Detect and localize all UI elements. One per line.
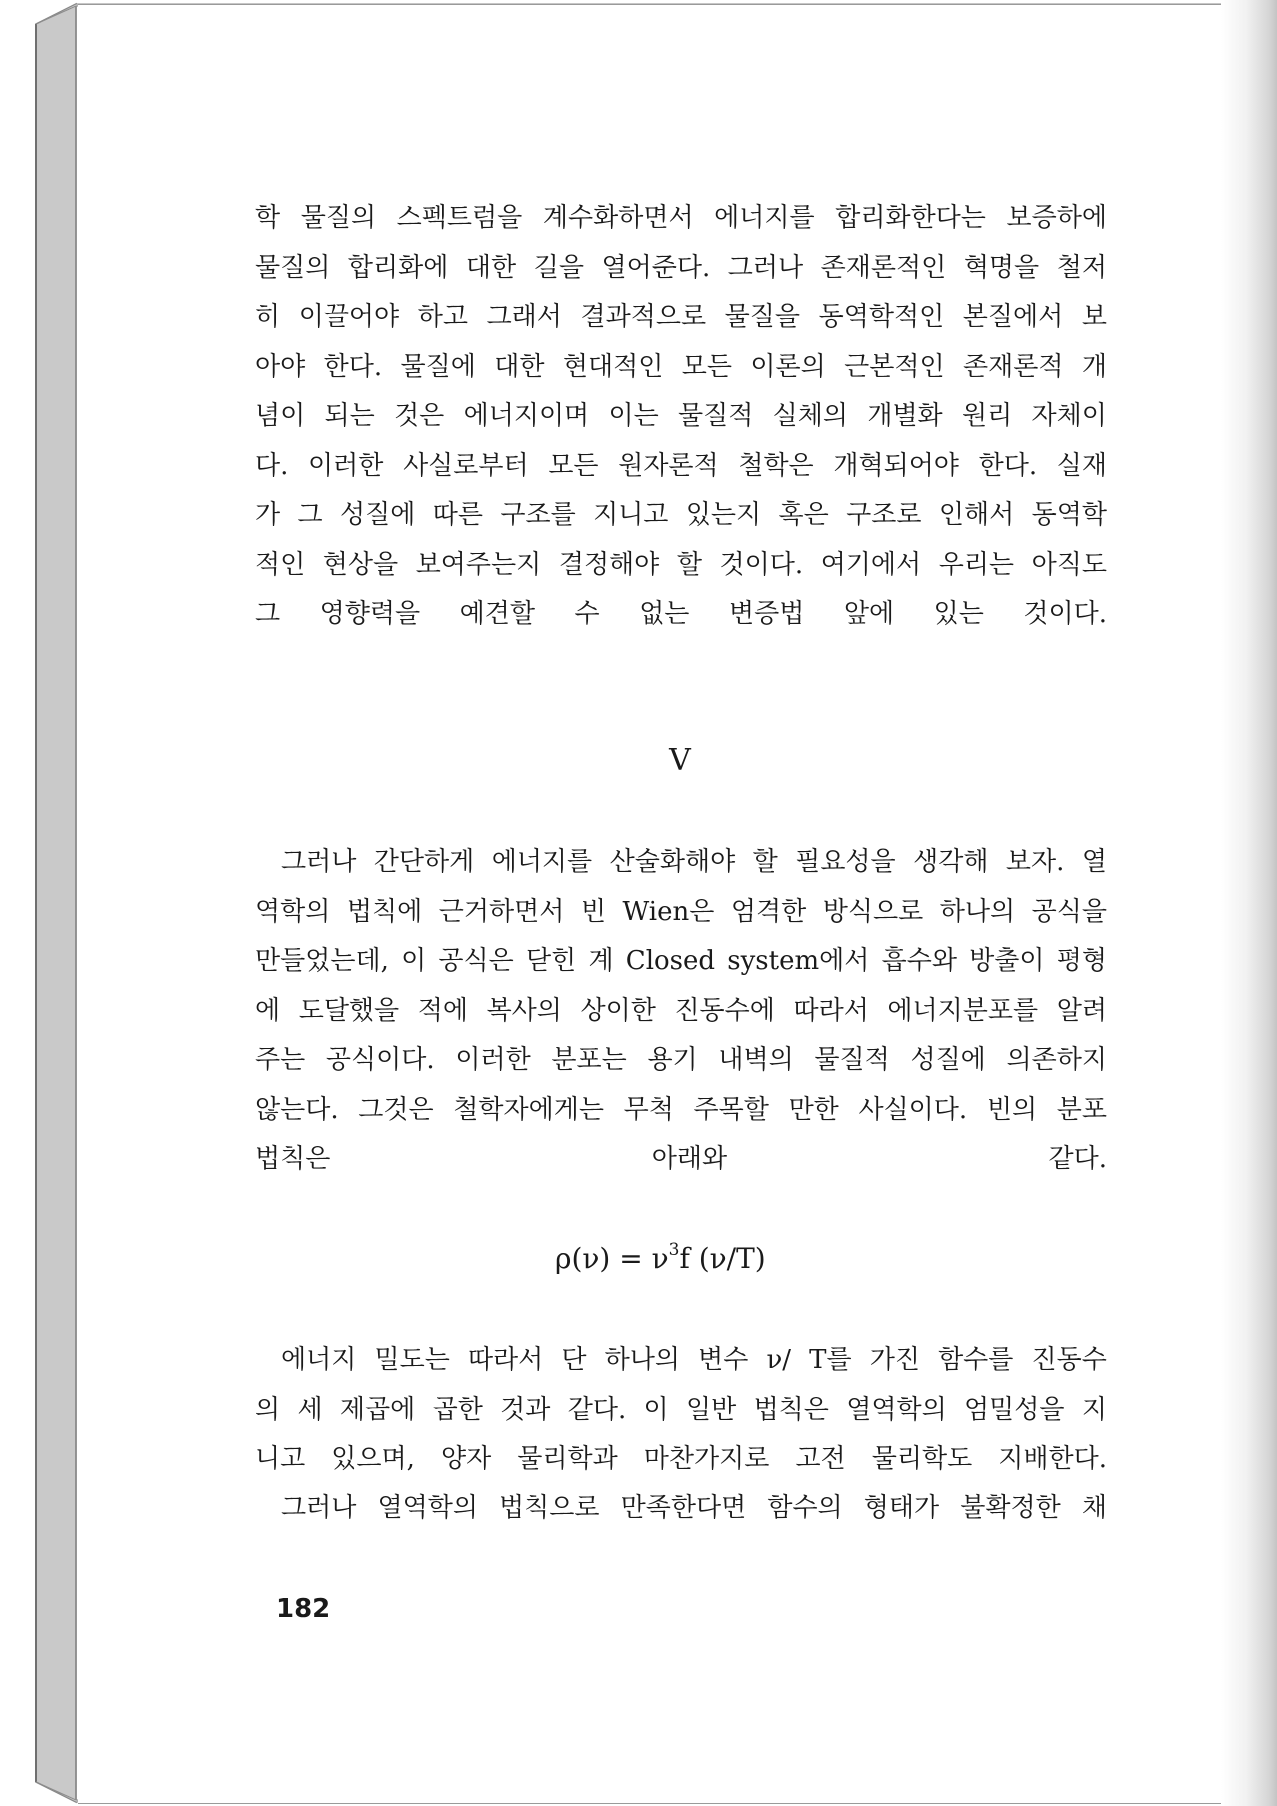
word: 한다. [323,351,383,382]
text-line [255,1484,1107,1534]
word: 따른 [432,500,483,530]
word: 열 [1081,847,1107,877]
word: 세 [297,1394,323,1425]
word: 물질적 [678,401,754,431]
word: 그 [297,500,323,530]
word: 공식은 [438,946,514,976]
word: Closed [625,946,716,976]
word: 지니고 [593,500,669,530]
word: 스펙트럼을 [396,203,523,233]
word: 의존하지 [1006,1045,1107,1075]
word: 보자. [1005,847,1065,877]
word: 합리화한다는 [835,203,986,233]
word: 사실이다. [858,1094,968,1125]
word: 하나의 [939,896,1016,927]
word: 동역학적인 [818,302,945,332]
word: 따라서 [467,1345,544,1375]
formula [555,1239,766,1275]
word: 개혁되어야 [833,450,959,481]
word: 그러나 [727,252,804,283]
word: 필요성을 [795,847,896,877]
word: 만들었는데, [255,946,389,976]
word: 대한 [494,351,545,382]
word: 철저 [1056,252,1107,283]
word: 원리 [961,401,1013,431]
word: 밀도는 [374,1345,450,1375]
word: 빈의 [986,1094,1038,1125]
word: 동역학 [1031,500,1107,530]
word: 에너지이며 [463,401,590,431]
text-line [255,1036,1107,1086]
word: 여기에서 [820,549,922,580]
word: 공식이다. [325,1045,435,1075]
text-line [255,491,1107,541]
word: 상이한 [580,995,656,1026]
word: 이러한 [455,1045,531,1075]
word: 진동수 [1031,1345,1107,1375]
word: 념이 [255,401,306,431]
word: 존재론적인 [820,252,947,283]
word: 근본적인 [844,351,945,382]
word: 무척 [623,1094,674,1125]
word: 결정해야 [558,549,660,580]
word: 결과적으로 [580,302,707,332]
word: 보증하에 [1006,203,1107,233]
word: 그래서 [486,302,562,332]
word: 분포 [1056,1094,1107,1125]
word: 계 [588,946,614,976]
word: 도달했을 [298,995,400,1026]
word: 물질적 [814,1045,890,1075]
word: 하나의 [604,1345,680,1375]
word: 빈 [580,896,606,927]
word: 구조를 [500,500,576,530]
word: 그것은 [358,1094,434,1125]
word: 자체이 [1031,401,1107,431]
formula-left: ρ(ν) = ν [555,1242,669,1275]
word: 에너지를 [491,847,593,877]
formula-right: f (ν/T) [679,1242,766,1275]
word: 성질에 [340,500,416,530]
word: T를 [809,1345,852,1375]
word: 이러한 [308,450,384,481]
word: 법칙으로 [499,1493,600,1523]
word: 개별화 [867,401,943,431]
word: 단 [561,1345,587,1375]
text-line [255,293,1107,343]
word: 닫힌 [526,946,577,976]
word: 물질에 [400,351,476,382]
word: 모든 [548,450,599,481]
word: 사실로부터 [403,450,529,481]
word: 분포는 [551,1045,627,1075]
text-line [255,987,1107,1037]
word: 법칙에 [346,896,423,927]
text-line [255,1336,1107,1386]
word: 되는 [324,401,375,431]
word: 그러나 [255,847,357,877]
word: 물질을 [724,302,801,332]
word: 성질에 [910,1045,986,1075]
formula-exponent: 3 [668,1239,680,1260]
word: 역학의 [255,896,331,927]
text-line [255,838,1107,888]
word: 생각해 [913,847,989,877]
word: 인해서 [938,500,1015,530]
word: 보여주는지 [415,549,542,580]
word: 의 [255,1394,281,1425]
section-heading: V [669,743,691,778]
word: 불확정한 [960,1493,1061,1523]
word: 구조로 [846,500,922,530]
word: 가진 [869,1345,920,1375]
word: 적인 [255,549,306,580]
word: 이론의 [750,351,826,382]
text-line [255,442,1107,492]
word: 복사의 [486,995,562,1026]
word: 히 [255,302,281,332]
word: 산술화해야 [609,847,736,877]
word: 형태가 [863,1493,940,1523]
word: 것과 [500,1394,551,1425]
word: 에너지 [255,1345,357,1375]
word: 실재 [1056,450,1107,481]
word: 주목할 [693,1094,769,1125]
word: 일반 [686,1394,737,1425]
word: 학 [255,203,281,233]
text-line: 그 영향력을 예견할 수 없는 변증법 앞에 있는 것이다. [255,599,1107,629]
word: 그러나 [255,1493,357,1523]
word: 하고 [417,302,468,332]
word: 것이다. [719,549,804,580]
text-line [255,1086,1107,1136]
word: 내벽의 [718,1045,794,1075]
paragraph-4 [255,1484,1107,1534]
text-line [255,343,1107,393]
word: 함수의 [767,1493,843,1523]
word: 물질의 [300,203,377,233]
word: 방출이 [969,946,1045,976]
word: 공식을 [1031,896,1107,927]
word: 혁명을 [963,252,1040,283]
word: 있는지 [685,500,762,530]
word: 제곱에 [339,1394,416,1425]
text-line [255,888,1107,938]
text-line [255,541,1107,591]
word: 에 [255,995,281,1026]
text-line [255,937,1107,987]
word: 만족한다면 [620,1493,747,1523]
paragraph-2 [255,838,1107,1185]
text-line [255,1386,1107,1436]
word: 열역학의 [846,1394,947,1425]
text-line [255,244,1107,294]
word: 적에 [417,995,468,1026]
word: 아직도 [1031,549,1107,580]
word: 모든 [681,351,732,382]
word: 물질의 [255,252,331,283]
word: 주는 [255,1045,306,1075]
word: system에서 [727,946,870,976]
word: 법칙은 [753,1394,829,1425]
word: 이 [401,946,427,976]
word: 우리는 [938,549,1015,580]
word: 에너지를 [714,203,815,233]
word: 존재론적 [962,351,1064,382]
word: 혹은 [778,500,829,530]
word: 원자론적 [618,450,719,481]
word: 철학자에게는 [453,1094,604,1125]
word: 합리화에 [347,252,449,283]
word: 철학은 [738,450,814,481]
word: 대한 [465,252,517,283]
word: 보 [1081,302,1107,332]
word: 본질에서 [962,302,1064,332]
word: ν/ [766,1345,792,1375]
word: 계수화하면서 [542,203,694,233]
page-number: 182 [276,1594,331,1624]
word: 채 [1081,1493,1107,1523]
word: 간단하게 [373,847,475,877]
paragraph-1 [255,194,1107,640]
word: 열어준다. [601,252,711,283]
word: 알려 [1056,995,1107,1026]
word: 다. [255,450,289,481]
word: 할 [676,549,702,580]
word: 지 [1081,1394,1107,1425]
word: 길을 [533,252,584,283]
word: 함수를 [938,1345,1014,1375]
text-line: 법칙은 아래와 같다. [255,1144,1107,1174]
word: 현상을 [322,549,399,580]
paragraph-3 [255,1336,1107,1485]
word: 만한 [788,1094,839,1125]
word: 실체의 [772,401,849,431]
word: 엄밀성을 [964,1394,1065,1425]
word: 곱한 [432,1394,483,1425]
word: 이는 [608,401,659,431]
word: 같다. [567,1394,627,1425]
word: 평형 [1056,946,1107,976]
word: 용기 [647,1045,698,1075]
word: 에너지분포를 [887,995,1039,1026]
word: 근거하면서 [438,896,565,927]
text-line [255,392,1107,442]
word: 않는다. [255,1094,339,1125]
word: 개 [1081,351,1107,382]
word: 할 [752,847,778,877]
text-line: 니고 있으며, 양자 물리학과 마찬가지로 고전 물리학도 지배한다. [255,1444,1107,1474]
word: 열역학의 [377,1493,478,1523]
word: 따라서 [793,995,869,1026]
word: 이끌어야 [298,302,400,332]
word: 것은 [394,401,445,431]
text-line [255,194,1107,244]
word: 한다. [978,450,1038,481]
word: 방식으로 [822,896,924,927]
word: 현대적인 [562,351,664,382]
word: 진동수에 [674,995,775,1026]
page-edge-shadow [1221,0,1277,1806]
word: 흡수와 [881,946,957,976]
word: 변수 [698,1345,749,1375]
word: 이 [643,1394,669,1425]
word: 엄격한 [730,896,807,927]
word: 아야 [255,351,306,382]
word: 가 [255,500,281,530]
word: Wien은 [622,896,715,927]
